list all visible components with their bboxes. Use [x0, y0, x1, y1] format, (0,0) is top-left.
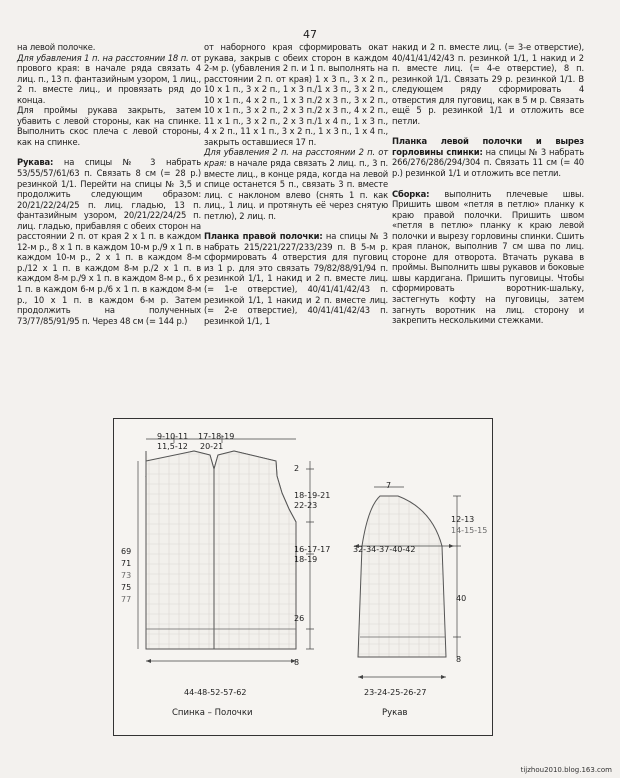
dim-shoulder: 9-10-11 [157, 432, 189, 441]
caption-body: Спинка – Полочки [172, 708, 253, 718]
paragraph: от наборного края сформировать окат рукава, закрыв с обеих сторон в каждом 2-м р. (убавления 2 п. и 1 п. выполнять на расстоянии 2 п. от края) 1 х 3 п., 3 х 2 п., 10 х 1 п., 3 х 2 п., 1 х 3 п./1 х 3 п., 3 х 2 п., 10 х 1 п., 4 х 2 п., 1 х 3 п./2 х 3 п., 3 х 2 п., 10 х 1 п., 3 х 2 п., 2 х 3 п./2 х 3 п., 4 х 2 п., 11 х 1 п., 3 х 2 п., 2 х 3 п./1 х 4 п., 1 х 3 п., 4 х 2 п., 11 х 1 п., 3 х 2 п., 1 х 3 п., 1 х 4 п., закрыть оставшиеся 17 п. [204, 42, 388, 147]
dim-length-71: 71 [121, 559, 132, 568]
paragraph: накид и 2 п. вместе лиц. (= 3-е отверстие), 40/41/41/42/43 п. резинкой 1/1, 1 накид и 2 п. вместе лиц. (= 4-е отверстие), 8 п. резинкой 1/1. Связать 29 р. резинкой 1/1. В следующем ряду сформировать 4 отверстия для пуговиц, как в 5 м р. Связать ещё 5 р. резинкой 1/1 и отложить все петли. [392, 42, 584, 126]
text-run: в начале ряда связать 2 лиц. п., 3 п. вместе лиц., в конце ряда, когда на левой спице останется 5 п., связать 3 п. вместе лиц. с наклоном влево (снять 1 п. как лиц., 1 лиц. и протянуть её через снятую петлю), 2 лиц. п. [204, 158, 388, 221]
dim-sleeve-top: 7 [386, 481, 392, 490]
section-heading: Планка левой полочки и вырез горловины спинки: [392, 136, 584, 157]
caption-sleeve: Рукав [382, 708, 408, 718]
footer-watermark: tijzhou2010.blog.163.com [520, 766, 612, 774]
dim-length-69: 69 [121, 547, 132, 556]
text-run: на спицы № 3 набрать 53/55/57/61/63 п. Связать 8 см (= 28 р.) резинкой 1/1. Перейти на спицы № 3,5 и продолжить следующим образом: 20/21/22/24/25 п. лиц. гладью, 13 п. фантазийным узором, 20/21/22/24/25 п. лиц. гладью, прибавляя с обеих сторон на расстоянии 2 п. от края 2 х 1 п. в каждом 12-м р., 8 х 1 п. в каждом 10-м р./9 х 1 п. в каждом 10-м р., 2 х 1 п. в каждом 8-м р./12 х 1 п. в каждом 8-м р./2 х 1 п. в каждом 8-м р./9 х 1 п. в каждом 8-м р., 6 х 1 п. в каждом 6-м р./6 х 1 п. в каждом 8-м р., 10 х 1 п. в каждом 6-м р. Затем продолжить на полученных 73/77/85/91/95 п. Через 48 см (= 144 р.) [17, 157, 201, 326]
dim-right-18b: 18-19 [294, 555, 318, 564]
dim-sleeve-cap-2: 14-15-15 [451, 526, 488, 535]
text-column-2 [204, 42, 388, 326]
dim-length-77: 77 [121, 595, 132, 604]
schematic-drawing [114, 419, 492, 735]
sleeves-paragraph [17, 157, 201, 326]
sleeve-shape [358, 496, 446, 657]
body-shape [146, 451, 296, 649]
paragraph [204, 147, 388, 221]
dim-right-8: 8 [294, 658, 300, 667]
section-heading: Сборка: [392, 188, 430, 199]
text-run: от прового края: в начале ряда связать 4 лиц. п., 13 п. фантазийным узором, 1 лиц., 2 п. вместе лиц., и провязать ряд до конца. [17, 52, 202, 105]
left-placket-paragraph [392, 136, 584, 178]
dim-width-bottom: 44-48-52-57-62 [184, 688, 247, 697]
italic-run: Для убавления 1 п. на расстоянии 18 п. [17, 52, 189, 63]
dim-sleeve-cap: 12-13 [451, 515, 475, 524]
dim-length-75: 75 [121, 583, 132, 592]
paragraph: на левой полочке. [17, 42, 96, 52]
italic-run: Для убавления 2 п. на расстоянии 2 п. от края: [204, 147, 388, 169]
pattern-diagram [113, 418, 493, 736]
dim-sleeve-width: 32-34-37-40-42 [353, 545, 416, 554]
text-run: на спицы № 3 набрать 266/276/286/294/304 п. Связать 11 см (= 40 р.) резинкой 1/1 и отложить все петли. [392, 146, 584, 179]
text-run: выполнить плечевые швы. Пришить швом «петля в петлю» планку к краю правой полочки. Пришить швом «петля в петлю» планку к краю левой полочки и вырезу горловины спинки. Сшить края планок, выполнив 7 см шва по лиц. стороне для отворота. Втачать рукава в проймы. Выполнить швы рукавов и боковые швы кардигана. Пришить пуговицы. Чтобы сформировать воротник-шальку, застегнуть кофту на пуговицы, затем загнуть воротник на лиц. сторону и закрепить несколькими стежками. [392, 188, 584, 326]
section-heading: Рукава: [17, 157, 54, 168]
dim-right-26: 26 [294, 614, 305, 623]
text-run: на спицы № 3 набрать 215/221/227/233/239 п. В 5-м р. сформировать 4 отверстия для пуговиц из 1 р. для это связать 79/82/88/91/94 п. резинкой 1/1, 1 накид и 2 п. вместе лиц. (= 1-е отверстие), 40/41/41/42/43 п. резинкой 1/1, 1 накид и 2 п. вместе лиц. (= 2-е отверстие), 40/41/41/42/43 п. резинкой 1/1, 1 [204, 231, 388, 326]
dim-sleeve-cuff: 8 [456, 655, 462, 664]
dim-right-16: 16-17-17 [294, 545, 331, 554]
placket-paragraph [204, 231, 388, 326]
paragraph: Для проймы рукава закрыть, затем убавить с левой стороны, как на спинке. Выполнить скос плеча с левой стороны, как на спинке. [17, 105, 201, 147]
dim-shoulder-2: 11,5-12 [157, 442, 188, 451]
paragraph [17, 53, 201, 106]
dim-sleeve-bottom: 23-24-25-26-27 [364, 688, 427, 697]
dim-right-18: 18-19-21 [294, 491, 331, 500]
dim-neck: 17-18-19 [198, 432, 235, 441]
assembly-paragraph [392, 189, 584, 326]
dim-sleeve-length: 40 [456, 594, 467, 603]
dim-neck-2: 20-21 [200, 442, 224, 451]
dim-length-73: 73 [121, 571, 132, 580]
dim-right-2: 2 [294, 464, 300, 473]
section-heading: Планка правой полочки: [204, 231, 323, 242]
dim-right-22: 22-23 [294, 501, 318, 510]
page-number: 47 [303, 28, 317, 41]
text-column-1 [17, 42, 201, 326]
text-column-3 [392, 42, 584, 326]
